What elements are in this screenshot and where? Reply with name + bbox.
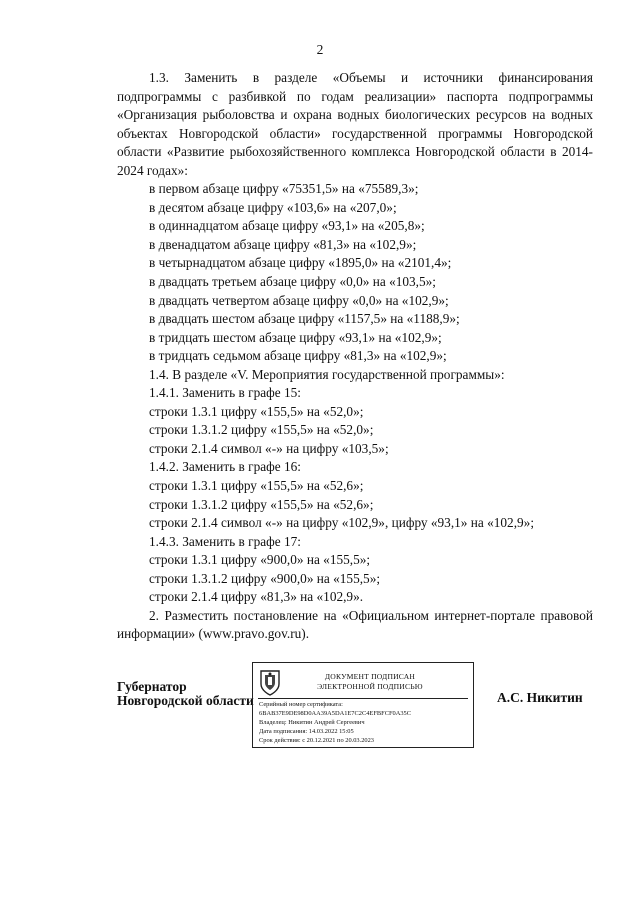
replacement-item: в тридцать седьмом абзаце цифру «81,3» на «102,9»; bbox=[149, 348, 447, 364]
replacement-item: в двенадцатом абзаце цифру «81,3» на «102,9»; bbox=[149, 236, 417, 252]
subsection-row: строки 1.3.1 цифру «155,5» на «52,0»; bbox=[149, 403, 364, 419]
paragraph-1-3: 1.3. Заменить в разделе «Объемы и источники финансирования подпрограммы с разбивкой по годам реализации» паспорта подпрограммы «Организация рыболовства и охрана водных биологических ресурсов на водных объектах Новгородской области» государственной программы Новгородской области «Развитие рыбохозяйственного комплекса Новгородской области в 2014-2024 годах»: bbox=[117, 70, 593, 178]
serial-label: Серийный номер сертификата: bbox=[259, 701, 343, 708]
e-signature-stamp bbox=[252, 662, 474, 748]
subsection-row: строки 1.3.1.2 цифру «155,5» на «52,6»; bbox=[149, 496, 374, 512]
stamp-title-line: ЭЛЕКТРОННОЙ ПОДПИСЬЮ bbox=[317, 682, 423, 691]
coat-of-arms-icon bbox=[259, 669, 281, 697]
subsection-row: строки 1.3.1.2 цифру «155,5» на «52,0»; bbox=[149, 422, 374, 438]
subsection-row: строки 1.3.1 цифру «900,0» на «155,5»; bbox=[149, 552, 371, 568]
owner: Владелец: Никитин Андрей Сергеевич bbox=[259, 718, 365, 726]
signature-block bbox=[0, 662, 640, 752]
replacement-item: в четырнадцатом абзаце цифру «1895,0» на «2101,4»; bbox=[149, 255, 452, 271]
subsection-row: строки 2.1.4 символ «-» на цифру «103,5»; bbox=[149, 440, 389, 456]
signing-date: Дата подписания: 14.03.2022 15:05 bbox=[259, 727, 354, 735]
replacement-item: в одиннадцатом абзаце цифру «93,1» на «205,8»; bbox=[149, 218, 425, 234]
subsection-row: строки 2.1.4 символ «-» на цифру «102,9», цифру «93,1» на «102,9»; bbox=[149, 515, 535, 531]
subsection-row: строки 1.3.1 цифру «155,5» на «52,6»; bbox=[149, 478, 364, 494]
page-number: 2 bbox=[316, 42, 324, 57]
replacement-item: в первом абзаце цифру «75351,5» на «75589,3»; bbox=[149, 181, 419, 197]
replacement-item: в двадцать третьем абзаце цифру «0,0» на «103,5»; bbox=[149, 274, 436, 290]
paragraph-2: 2. Разместить постановление на «Официальном интернет-портале правовой информации» (www.pravo.gov.ru). bbox=[117, 607, 593, 642]
stamp-title-line: ДОКУМЕНТ ПОДПИСАН bbox=[324, 672, 416, 681]
subsection-row: строки 2.1.4 цифру «81,3» на «102,9». bbox=[149, 589, 364, 605]
section-1-4-heading: 1.4. В разделе «V. Мероприятия государственной программы»: bbox=[149, 366, 505, 382]
governor-name: А.С. Никитин bbox=[497, 690, 583, 705]
stamp-details bbox=[259, 701, 471, 746]
governor-position bbox=[117, 680, 254, 708]
replacement-list bbox=[117, 180, 593, 365]
document-body bbox=[117, 69, 593, 644]
replacement-item: в двадцать четвертом абзаце цифру «0,0» на «102,9»; bbox=[149, 292, 449, 308]
stamp-title bbox=[295, 672, 445, 692]
subsection-row: строки 1.3.1.2 цифру «900,0» на «155,5»; bbox=[149, 570, 381, 586]
position-line: Новгородской области bbox=[117, 693, 254, 708]
position-line: Губернатор bbox=[117, 679, 187, 694]
subsection-title: 1.4.3. Заменить в графе 17: bbox=[149, 533, 301, 549]
replacement-item: в двадцать шестом абзаце цифру «1157,5» на «1188,9»; bbox=[149, 311, 460, 327]
subsection-title: 1.4.2. Заменить в графе 16: bbox=[149, 459, 301, 475]
replacement-item: в десятом абзаце цифру «103,6» на «207,0»; bbox=[149, 199, 397, 215]
subsection-title: 1.4.1. Заменить в графе 15: bbox=[149, 385, 301, 401]
replacement-item: в тридцать шестом абзаце цифру «93,1» на «102,9»; bbox=[149, 329, 442, 345]
validity-period: Срок действия: с 20.12.2021 по 20.03.2023 bbox=[259, 736, 375, 744]
serial-number: 6BAB37E9DE98D0AA39A5DA1E7C2C4EFBFCF0A35C bbox=[259, 709, 411, 717]
stamp-divider bbox=[258, 698, 468, 699]
